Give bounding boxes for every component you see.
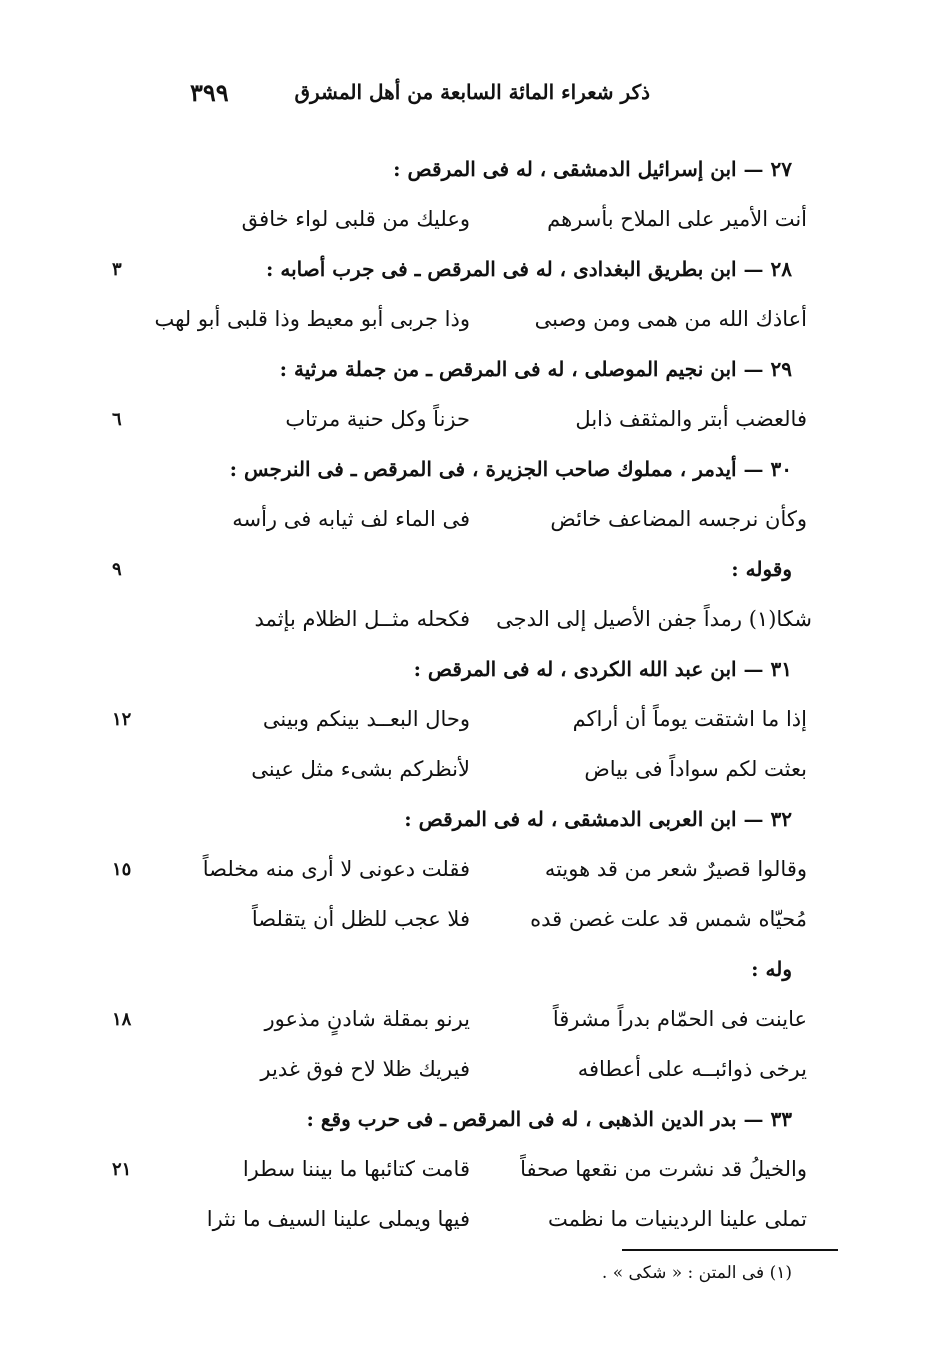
entry-heading bbox=[0, 353, 937, 393]
verse-line bbox=[0, 603, 937, 643]
first-hemistich: عاينت فى الحمّام بدراً مشرقاً bbox=[552, 1007, 807, 1031]
second-hemistich: فيريك ظلا لاح فوق غدير bbox=[260, 1057, 470, 1081]
entry-heading bbox=[0, 1103, 937, 1143]
line-number: ١٥ bbox=[112, 859, 132, 880]
second-hemistich: حزناً وكل حنية مرتاب bbox=[285, 407, 470, 431]
second-hemistich: يرنو بمقلة شادنٍ مذعور bbox=[264, 1007, 470, 1031]
first-hemistich: مُحيّاه شمس قد علت غصن قده bbox=[530, 907, 807, 931]
running-title: ذكر شعراء المائة السابعة من أهل المشرق bbox=[294, 80, 650, 104]
line-number: ٦ bbox=[112, 409, 122, 430]
heading-text: ٣٣ — بدر الدين الذهبى ، له فى المرقص ـ فى حرب وقع : bbox=[306, 1107, 792, 1131]
second-hemistich: قامت كتائبها ما بيننا سطرا bbox=[242, 1157, 470, 1181]
first-hemistich: شكا(١) رمداً جفن الأصيل إلى الدجى bbox=[496, 607, 812, 631]
first-hemistich: وقالوا قصيرٌ شعر من قد هويته bbox=[544, 857, 807, 881]
second-hemistich: لأنظركم بشىء مثل عينى bbox=[251, 757, 470, 781]
verse-line bbox=[0, 503, 937, 543]
line-number: ٢١ bbox=[112, 1159, 132, 1180]
first-hemistich: يرخى ذوائبــه على أعطافه bbox=[577, 1057, 807, 1081]
second-hemistich: فقلت دعونى لا أرى منه مخلصاً bbox=[202, 857, 470, 881]
page-header bbox=[190, 78, 650, 114]
line-number: ١٨ bbox=[112, 1009, 132, 1030]
first-hemistich: وكأن نرجسه المضاعف خائض bbox=[550, 507, 807, 531]
verse-line bbox=[0, 703, 937, 743]
heading-text: ٢٧ — ابن إسرائيل الدمشقى ، له فى المرقص : bbox=[393, 157, 792, 181]
footnote-divider bbox=[622, 1249, 838, 1251]
second-hemistich: فيها ويملى علينا السيف ما نثرا bbox=[206, 1207, 470, 1231]
verse-line bbox=[0, 1203, 937, 1243]
second-hemistich: وعليك من قلبى لواء خافق bbox=[241, 207, 470, 231]
heading-text: وقوله : bbox=[731, 557, 792, 581]
page-number: ٣٩٩ bbox=[190, 78, 229, 107]
line-number: ٣ bbox=[112, 259, 122, 280]
entry-heading bbox=[0, 253, 937, 293]
second-hemistich: وحال البعــد بينكم وبينى bbox=[262, 707, 470, 731]
first-hemistich: إذا ما اشتقت يوماً أن أراكم bbox=[572, 707, 807, 731]
heading-text: وله : bbox=[751, 957, 792, 981]
heading-text: ٣٢ — ابن العربى الدمشقى ، له فى المرقص : bbox=[404, 807, 792, 831]
verse-line bbox=[0, 903, 937, 943]
entry-heading bbox=[0, 953, 937, 993]
heading-text: ٢٨ — ابن بطريق البغدادى ، له فى المرقص ـ فى جرب أصابه : bbox=[266, 257, 792, 281]
first-hemistich: فالعضب أبتر والمثقف ذابل bbox=[575, 407, 807, 431]
heading-text: ٢٩ — ابن نجيم الموصلى ، له فى المرقص ـ من جملة مرثية : bbox=[279, 357, 792, 381]
verse-line bbox=[0, 203, 937, 243]
verse-line bbox=[0, 403, 937, 443]
entry-heading bbox=[0, 803, 937, 843]
first-hemistich: أنت الأمير على الملاح بأسرهم bbox=[547, 207, 807, 231]
second-hemistich: وذا جربى أبو معيط وذا قلبى أبو لهب bbox=[154, 307, 470, 331]
entry-heading bbox=[0, 153, 937, 193]
second-hemistich: فكحله مثــل الظلام بإثمد bbox=[254, 607, 470, 631]
verse-line bbox=[0, 753, 937, 793]
verse-line bbox=[0, 1003, 937, 1043]
verse-line bbox=[0, 853, 937, 893]
verse-line bbox=[0, 1053, 937, 1093]
verse-line bbox=[0, 303, 937, 343]
line-number: ١٢ bbox=[112, 709, 132, 730]
second-hemistich: فلا عجب للظل أن يتقلصاً bbox=[251, 907, 470, 931]
heading-text: ٣١ — ابن عبد الله الكردى ، له فى المرقص : bbox=[413, 657, 792, 681]
first-hemistich: والخيلُ قد نشرت من نقعها صحفاً bbox=[520, 1157, 807, 1181]
entry-heading bbox=[0, 453, 937, 493]
footnote: (١) فى المتن : « شكى » . bbox=[601, 1263, 792, 1283]
first-hemistich: بعثت لكم سواداً فى بياض bbox=[584, 757, 807, 781]
entry-heading bbox=[0, 653, 937, 693]
first-hemistich: تملى علينا الردينيات ما نظمت bbox=[547, 1207, 807, 1231]
entry-heading bbox=[0, 553, 937, 593]
first-hemistich: أعاذك الله من همى ومن وصبى bbox=[534, 307, 807, 331]
second-hemistich: فى الماء لف ثيابه فى رأسه bbox=[232, 507, 470, 531]
verse-line bbox=[0, 1153, 937, 1193]
line-number: ٩ bbox=[112, 559, 122, 580]
heading-text: ٣٠ — أيدمر ، مملوك صاحب الجزيرة ، فى المرقص ـ فى النرجس : bbox=[229, 457, 792, 481]
